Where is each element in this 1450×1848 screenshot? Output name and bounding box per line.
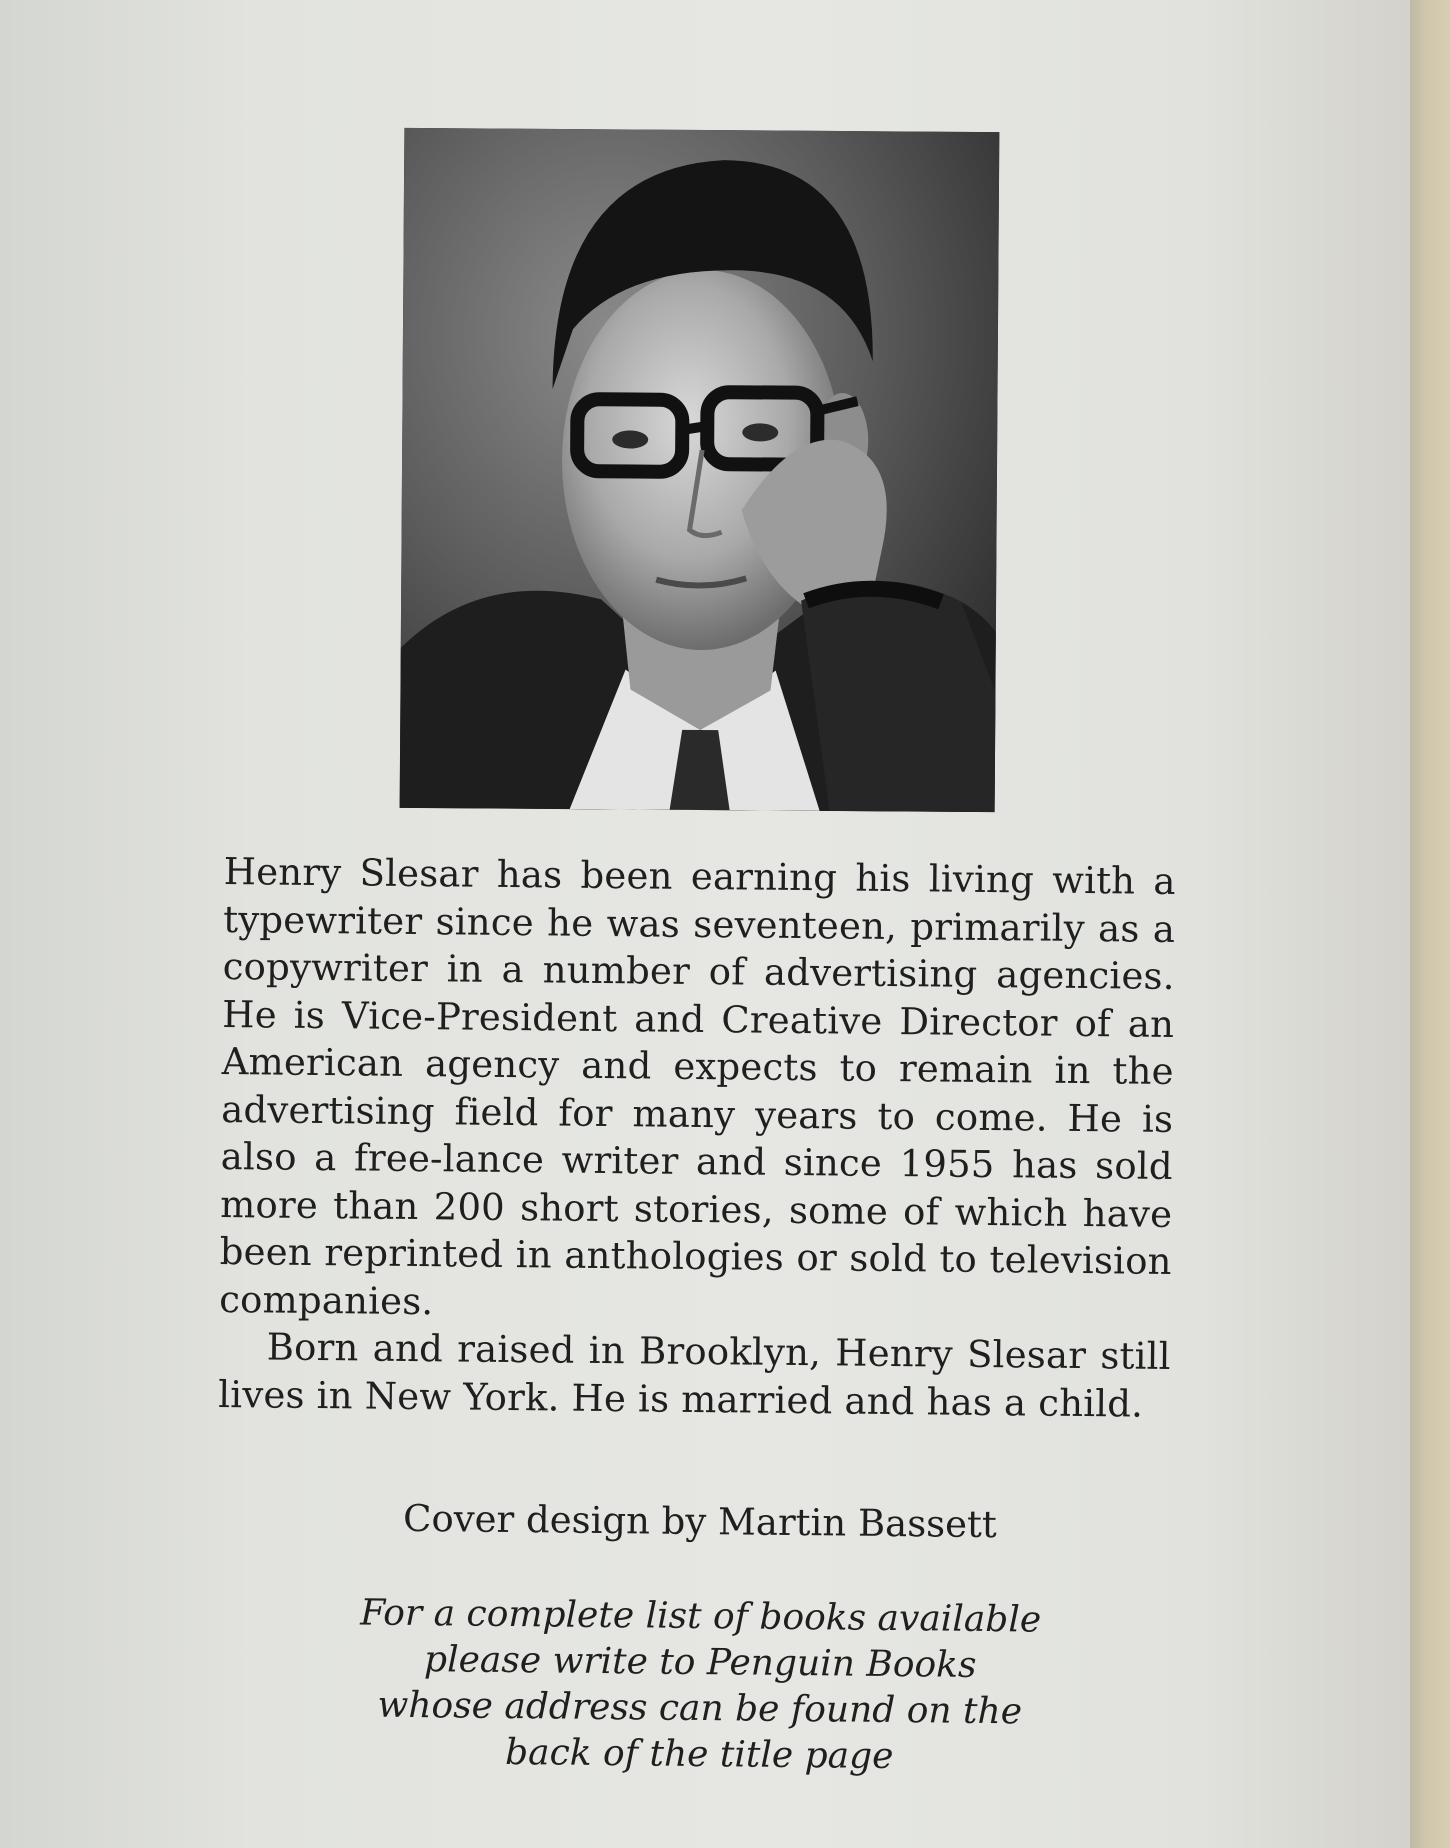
adjacent-page-edge bbox=[1410, 0, 1450, 1848]
note-line: back of the title page bbox=[504, 1731, 894, 1778]
note-line: whose address can be found on the bbox=[377, 1684, 1023, 1733]
bio-paragraph: Born and raised in Brooklyn, Henry Slesar still lives in New York. He is married and has a child. bbox=[218, 1325, 1171, 1426]
note-line: please write to Penguin Books bbox=[423, 1639, 977, 1686]
bio-paragraph: Henry Slesar has been earning his living with a typewriter since he was seventeen, primarily as a copywriter in a number of advertising agencies. He is Vice-President and Creative Director of an American agency and expects to remain in the advertising field for many years to come. He is also a free-lance writer and since 1955 has sold more than 200 short stories, some of which have been reprinted in anthologies or sold to television companies. bbox=[219, 849, 1176, 1323]
book-list-note bbox=[223, 1589, 1177, 1783]
note-line: For a complete list of books available bbox=[360, 1592, 1042, 1641]
cover-design-credit: Cover design by Martin Bassett bbox=[402, 1496, 998, 1547]
author-biography bbox=[218, 848, 1176, 1428]
author-portrait-photo bbox=[400, 128, 1000, 812]
